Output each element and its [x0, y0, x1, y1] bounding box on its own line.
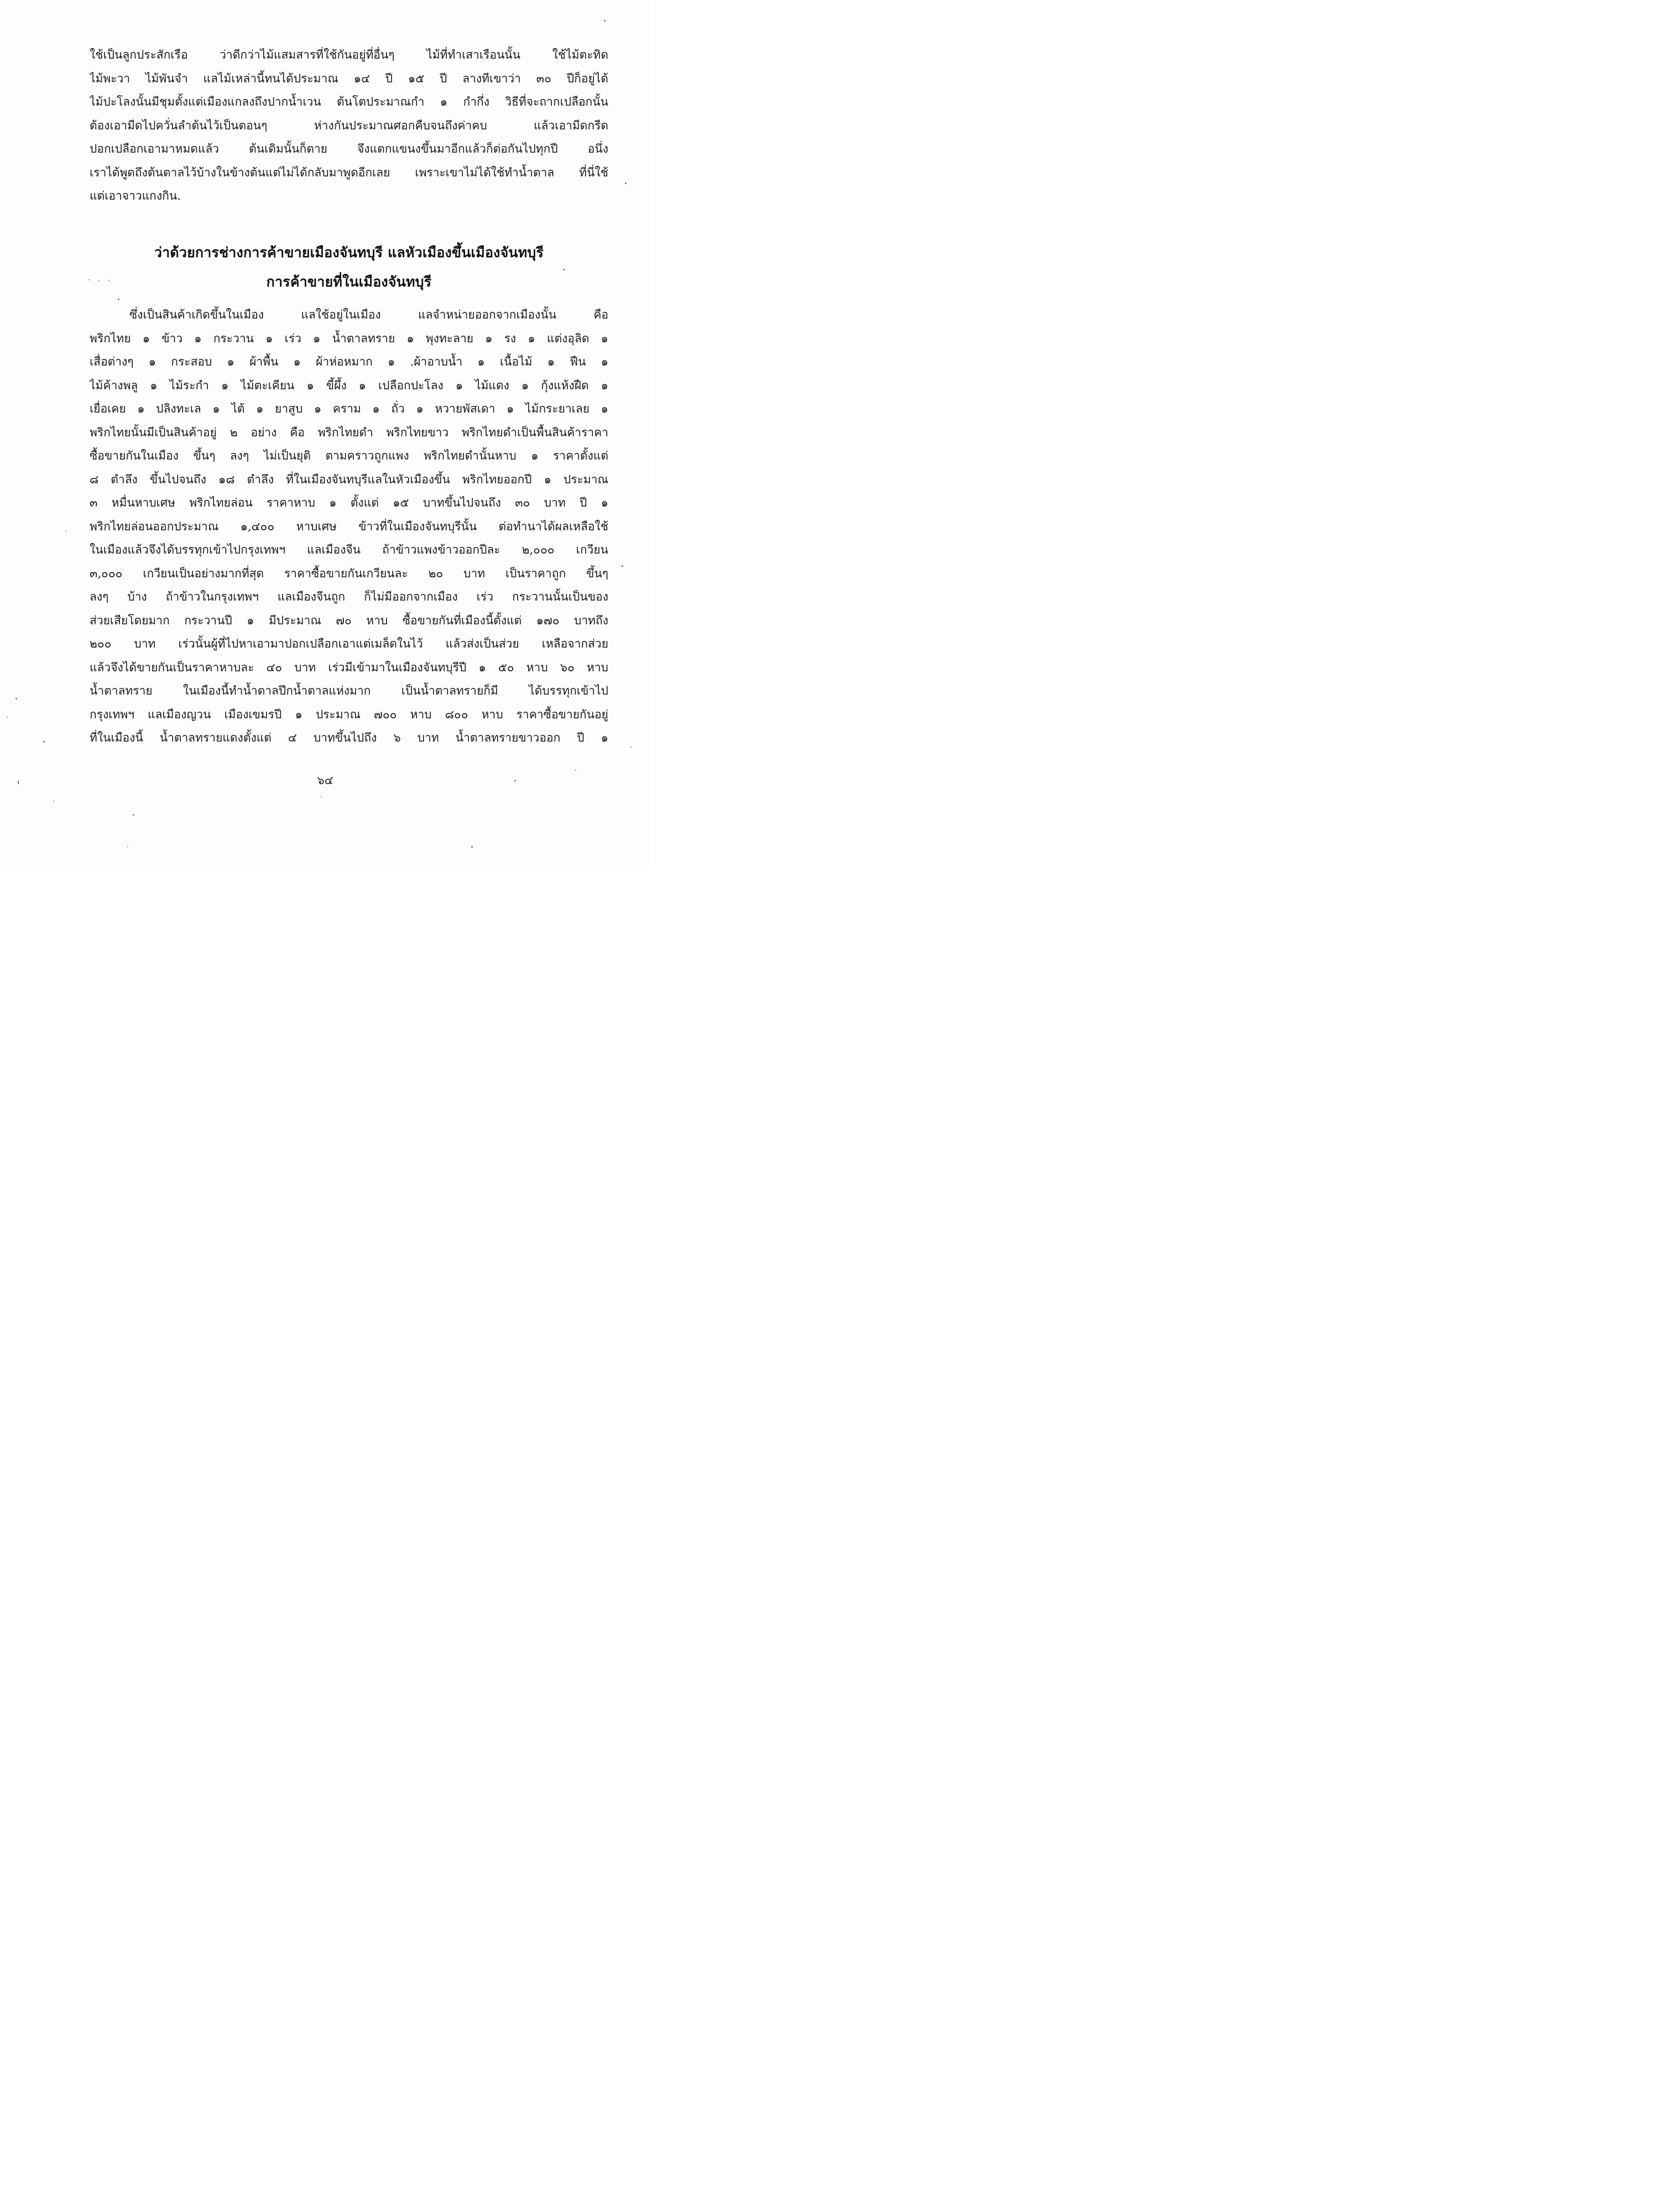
- document-page: [0, 0, 650, 867]
- scan-speck: [118, 299, 119, 300]
- scan-speck: [630, 747, 632, 748]
- scan-speck: [43, 741, 45, 743]
- body-line: ไม้ค้างพลู ๑ ไม้ระกำ ๑ ไม้ตะเคียน ๑ ขี้ผึ้ง ๑ เปลือกปะโลง ๑ ไม้แดง ๑ กุ้งแห้งฝืด ๑: [90, 378, 608, 392]
- scan-speck: [563, 269, 565, 270]
- intro-line: ไม้พะวา ไม้พันจำ แลไม้เหล่านี้ทนได้ประมาณ ๑๔ ปี ๑๕ ปี ลางทีเขาว่า ๓๐ ปีก็อยู่ได้: [90, 71, 608, 85]
- scan-speck: [88, 279, 90, 280]
- body-line: น้ำตาลทราย ในเมืองนี้ทำน้ำตาลปึกน้ำตาลแห่งมาก เป็นน้ำตาลทรายก็มี ได้บรรทุกเข้าไป: [90, 684, 608, 697]
- section-heading: ว่าด้วยการช่างการค้าขายเมืองจันทบุรี แลหัวเมืองขึ้นเมืองจันทบุรี: [154, 244, 544, 260]
- scan-speck: [514, 780, 516, 781]
- scan-speck: [65, 531, 66, 532]
- scan-speck: [53, 801, 54, 802]
- body-line: ๒๐๐ บาท เร่วนั้นผู้ที่ไปหาเอามาปอกเปลือกเอาแต่เมล็ดในไว้ แล้วส่งเป็นส่วย เหลือจากส่วย: [90, 637, 608, 650]
- page-number: ๖๔: [317, 774, 333, 787]
- body-line: กรุงเทพฯ แลเมืองญวน เมืองเขมรปี ๑ ประมาณ ๗๐๐ หาบ ๘๐๐ หาบ ราคาซื้อขายกันอยู่: [90, 707, 608, 721]
- scan-speck: [7, 717, 8, 718]
- body-line: ซึ่งเป็นสินค้าเกิดขึ้นในเมือง แลใช้อยู่ในเมือง แลจำหน่ายออกจากเมืองนั้น คือ: [129, 308, 608, 321]
- body-line: ส่วยเสียโดยมาก กระวานปี ๑ มีประมาณ ๗๐ หาบ ซื้อขายกันที่เมืองนี้ตั้งแต่ ๑๗๐ บาทถึง: [90, 613, 608, 627]
- body-line: เยื่อเคย ๑ ปลิงทะเล ๑ ไต้ ๑ ยาสูบ ๑ คราม ๑ ถั่ว ๑ หวายพัสเดา ๑ ไม้กระยาเลย ๑: [90, 402, 608, 415]
- body-line: ๓,๐๐๐ เกวียนเป็นอย่างมากที่สุด ราคาซื้อขายกันเกวียนละ ๒๐ บาท เป็นราคาถูก ขึ้นๆ: [90, 566, 608, 580]
- section-subheading: การค้าขายที่ในเมืองจันทบุรี: [266, 274, 432, 290]
- body-line: พริกไทยนั้นมีเป็นสินค้าอยู่ ๒ อย่าง คือ พริกไทยดำ พริกไทยขาว พริกไทยดำเป็นพื้นสินค้าราคา: [90, 425, 608, 439]
- body-line: แล้วจึงได้ขายกันเป็นราคาหาบละ ๔๐ บาท เร่วมีเข้ามาในเมืองจันทบุรีปี ๑ ๕๐ หาบ ๖๐ หาบ: [90, 660, 608, 674]
- scan-speck: [622, 565, 623, 567]
- intro-line: ต้องเอามีดไปควั่นลำต้นไว้เป็นตอนๆ ห่างกันประมาณศอกคืบจนถึงค่าคบ แล้วเอามีดกรีด: [90, 118, 608, 132]
- scan-speck: [321, 796, 322, 797]
- scan-speck: [604, 20, 606, 22]
- body-line: ๓ หมื่นหาบเศษ พริกไทยล่อน ราคาหาบ ๑ ตั้งแต่ ๑๕ บาทขึ้นไปจนถึง ๓๐ บาท ปี ๑: [90, 496, 608, 509]
- scan-speck: [18, 781, 19, 784]
- scan-speck: [471, 846, 473, 848]
- scan-speck: [15, 698, 17, 700]
- intro-line: ไม้ปะโลงนั้นมีชุมตั้งแต่เมืองแกลงถึงปากน้ำเวน ต้นโตประมาณกำ ๑ กำกึ่ง วิธีที่จะถากเปลือกนั้น: [90, 95, 608, 108]
- body-paragraph: [90, 303, 608, 750]
- scan-speck: [133, 814, 134, 816]
- intro-line: ปอกเปลือกเอามาหมดแล้ว ต้นเดิมนั้นก็ตาย จึงแตกแขนงขึ้นมาอีกแล้วก็ต่อกันไปทุกปี อนึ่ง: [90, 142, 608, 155]
- intro-line: ใช้เป็นลูกประสักเรือ ว่าดีกว่าไม้แสมสารที่ใช้กันอยู่ที่อื่นๆ ไม้ที่ทำเสาเรือนนั้น ใช้ไม้ตะทิด: [90, 48, 608, 61]
- body-line: ซื้อขายกันในเมือง ขึ้นๆ ลงๆ ไม่เป็นยุติ ตามคราวถูกแพง พริกไทยดำนั้นหาบ ๑ ราคาตั้งแต่: [90, 449, 608, 462]
- intro-line: แต่เอาจาวแกงกิน.: [90, 189, 181, 202]
- body-line: ลงๆ บ้าง ถ้าข้าวในกรุงเทพฯ แลเมืองจีนถูก ก็ไม่มีออกจากเมือง เร่ว กระวานนั้นเป็นของ: [90, 590, 608, 603]
- body-line: ๘ ตำลึง ขึ้นไปจนถึง ๑๘ ตำลึง ที่ในเมืองจันทบุรีแลในหัวเมืองขึ้น พริกไทยออกปี ๑ ประมาณ: [90, 472, 608, 486]
- intro-paragraph: [90, 43, 608, 208]
- body-line: ที่ในเมืองนี้ น้ำตาลทรายแดงตั้งแต่ ๔ บาทขึ้นไปถึง ๖ บาท น้ำตาลทรายขาวออก ปี ๑: [90, 731, 608, 744]
- body-line: ในเมืองแล้วจึงได้บรรทุกเข้าไปกรุงเทพฯ แลเมืองจีน ถ้าข้าวแพงข้าวออกปีละ ๒,๐๐๐ เกวียน: [90, 543, 608, 556]
- intro-line: เราได้พูดถึงต้นตาลไว้บ้างในข้างต้นแต่ไม่ได้กลับมาพูดอีกเลย เพราะเขาไม่ได้ใช้ทำน้ำตาล ที่นี่ใช้: [90, 165, 608, 179]
- body-line: พริกไทยล่อนออกประมาณ ๑,๔๐๐ หาบเศษ ข้าวที่ในเมืองจันทบุรีนั้น ต่อทำนาได้ผลเหลือใช้: [90, 519, 608, 533]
- body-line: พริกไทย ๑ ข้าว ๑ กระวาน ๑ เร่ว ๑ น้ำตาลทราย ๑ พุงทะลาย ๑ รง ๑ แต่งอุลิด ๑: [90, 331, 608, 345]
- scan-speck: [98, 280, 100, 281]
- scan-speck: [625, 182, 627, 184]
- body-line: เสื่อต่างๆ ๑ กระสอบ ๑ ผ้าพื้น ๑ ผ้าห่อหมาก ๑ .ผ้าอาบน้ำ ๑ เนื้อไม้ ๑ ฟืน ๑: [90, 355, 608, 368]
- scan-speck: [575, 770, 576, 771]
- scan-speck: [127, 846, 128, 847]
- scan-speck: [108, 280, 109, 281]
